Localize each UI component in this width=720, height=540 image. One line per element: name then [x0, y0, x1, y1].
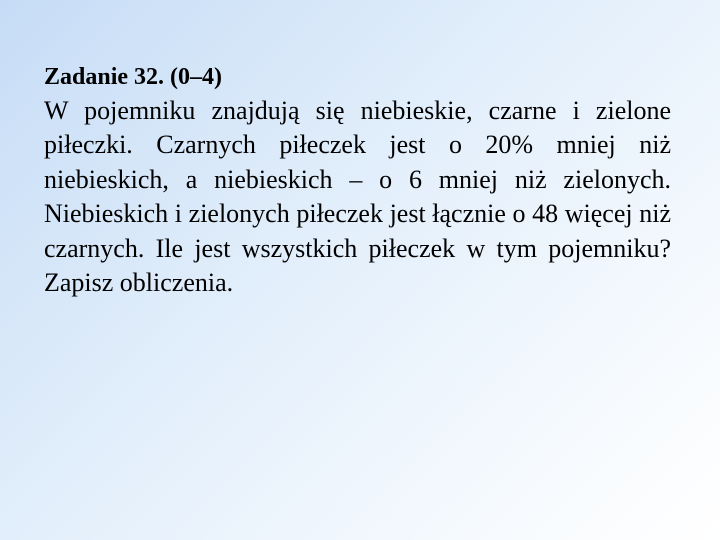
- task-title: Zadanie 32. (0–4): [44, 64, 223, 90]
- task-content: [44, 62, 671, 300]
- task-body: W pojemniku znajdują się niebieskie, czarne i zielone piłeczki. Czarnych piłeczek jest o 20% mniej niż niebieskich, a niebieskich – o 6 mniej niż zielonych. Niebieskich i zielonych piłeczek jest łącznie o 48 więcej niż czarnych. Ile jest wszystkich piłeczek w tym pojemniku? Zapisz obliczenia.: [44, 96, 671, 298]
